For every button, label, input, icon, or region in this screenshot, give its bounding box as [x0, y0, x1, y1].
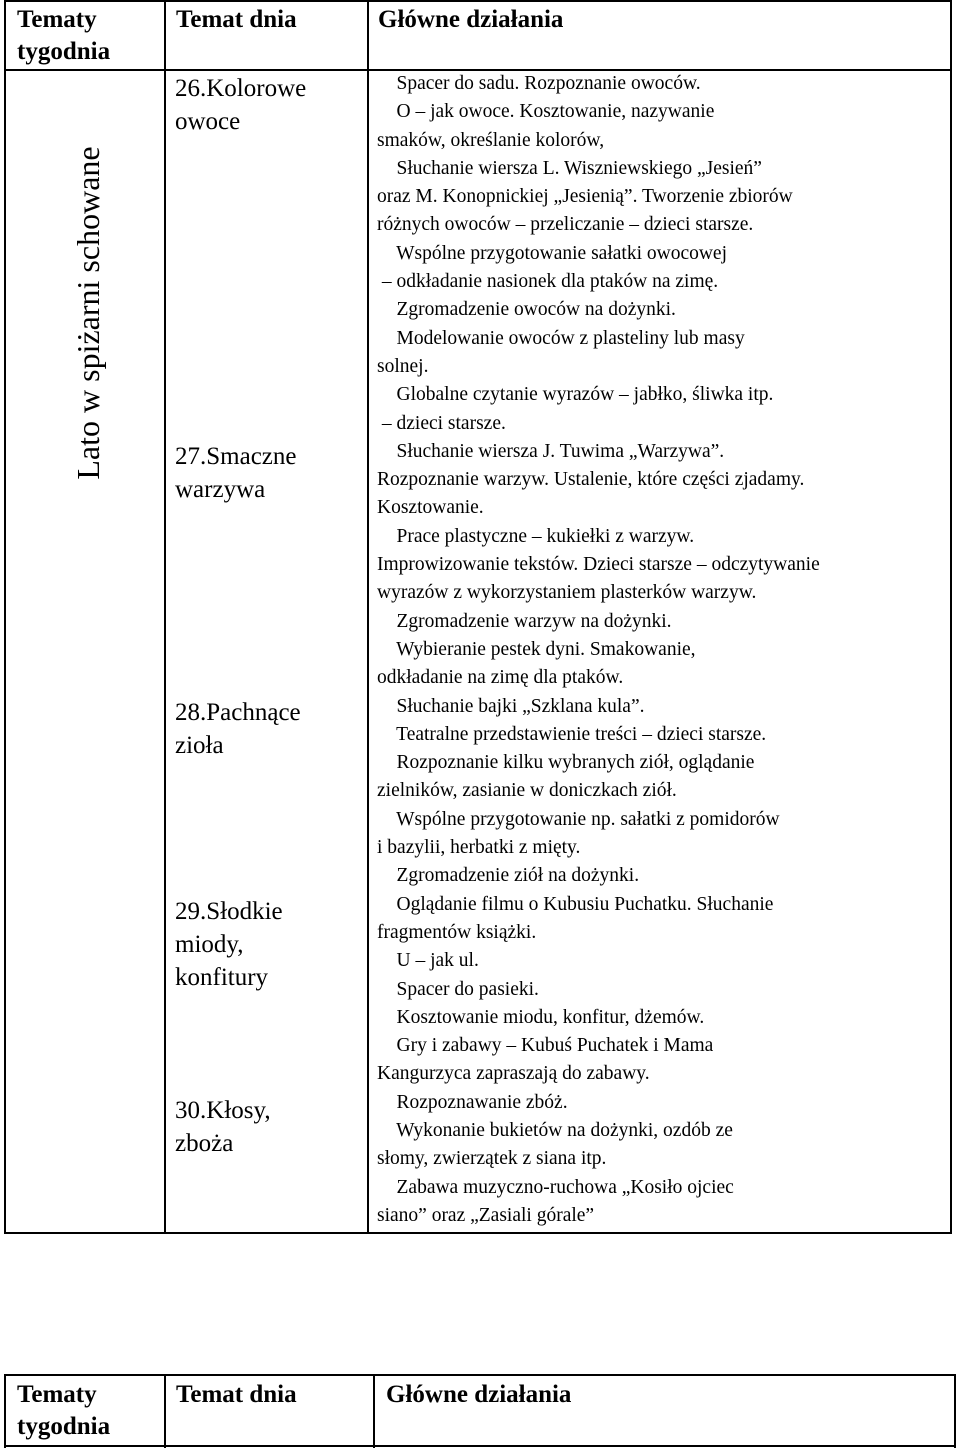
- activity-line: Słuchanie bajki „Szklana kula”.: [377, 695, 645, 717]
- activity-line: Wspólne przygotowanie np. sałatki z pomidorów: [377, 808, 780, 830]
- activity-line: – odkładanie nasionek dla ptaków na zimę.: [377, 271, 719, 293]
- activity-line: – dzieci starsze.: [377, 412, 506, 434]
- activity-line: wyrazów z wykorzystaniem plasterków warzyw.: [377, 582, 757, 604]
- table2-border-right: [954, 1374, 956, 1448]
- day-theme-1-line-1: 26.Kolorowe: [175, 75, 307, 102]
- activity-line: Globalne czytanie wyrazów – jabłko, śliwka itp.: [377, 384, 774, 406]
- activity-line: Zgromadzenie warzyw na dożynki.: [377, 610, 672, 632]
- day-theme-5-line-2: zboża: [175, 1130, 234, 1157]
- day-theme-3-line-1: 28.Pachnące: [175, 699, 301, 726]
- activity-line: słomy, zwierzątek z siana itp.: [377, 1148, 607, 1170]
- activity-line: Kangurzyca zapraszają do zabawy.: [377, 1063, 650, 1085]
- activity-line: siano” oraz „Zasiali górale”: [377, 1204, 595, 1226]
- activity-line: fragmentów książki.: [377, 921, 537, 943]
- activity-line: różnych owoców – przeliczanie – dzieci starsze.: [377, 214, 754, 236]
- activity-line: odkładanie na zimę dla ptaków.: [377, 667, 624, 689]
- table2-header-day-theme: Temat dnia: [176, 1381, 297, 1408]
- table2-header-activities: Główne działania: [386, 1381, 572, 1408]
- activity-line: Teatralne przedstawienie treści – dzieci starsze.: [377, 723, 767, 745]
- activity-line: Rozpoznawanie zbóż.: [377, 1091, 568, 1113]
- activity-line: Rozpoznanie kilku wybranych ziół, oglądanie: [377, 752, 755, 774]
- activity-line: Kosztowanie.: [377, 497, 484, 519]
- day-theme-4-line-1: 29.Słodkie: [175, 898, 283, 925]
- day-theme-2-line-2: warzywa: [175, 476, 266, 503]
- activity-line: Wykonanie bukietów na dożynki, ozdób ze: [377, 1119, 733, 1141]
- activity-line: O – jak owoce. Kosztowanie, nazywanie: [377, 101, 715, 123]
- activity-line: Prace plastyczne – kukiełki z warzyw.: [377, 525, 695, 547]
- day-theme-3-line-2: zioła: [175, 732, 224, 759]
- column-divider-2: [367, 0, 369, 1234]
- activity-line: solnej.: [377, 355, 429, 377]
- table2-header-week-themes: [17, 1379, 110, 1443]
- activity-line: Zgromadzenie ziół na dożynki.: [377, 865, 640, 887]
- table2-header-week-themes-line-2: tygodnia: [17, 1413, 111, 1440]
- activity-line: Improwizowanie tekstów. Dzieci starsze – odczytywanie: [377, 554, 820, 576]
- activities-column: [377, 70, 949, 1230]
- table-border-top: [4, 0, 952, 2]
- day-theme-1-line-2: owoce: [175, 108, 241, 135]
- day-theme-1: [175, 72, 365, 138]
- activity-line: Zabawa muzyczno-ruchowa „Kosiło ojciec: [377, 1176, 734, 1198]
- activity-line: smaków, określanie kolorów,: [377, 129, 605, 151]
- table2-border-left: [4, 1374, 6, 1448]
- activity-line: Rozpoznanie warzyw. Ustalenie, które części zjadamy.: [377, 469, 805, 491]
- activity-line: Wybieranie pestek dyni. Smakowanie,: [377, 638, 696, 660]
- table2-header-divider: [4, 1445, 956, 1447]
- week-theme-text: Lato w spiżarni schowane: [70, 146, 106, 480]
- header-week-themes-line-2: tygodnia: [17, 38, 111, 65]
- activity-line: Kosztowanie miodu, konfitur, dżemów.: [377, 1006, 705, 1028]
- header-day-theme: Temat dnia: [176, 6, 297, 33]
- activity-line: Słuchanie wiersza L. Wiszniewskiego „Jesień”: [377, 157, 762, 179]
- day-theme-4: [175, 895, 365, 994]
- table-border-right: [950, 0, 952, 1234]
- table2-header-week-themes-line-1: Tematy: [17, 1381, 97, 1408]
- activity-line: Zgromadzenie owoców na dożynki.: [377, 299, 676, 321]
- table-border-bottom: [4, 1232, 952, 1234]
- activity-line: Gry i zabawy – Kubuś Puchatek i Mama: [377, 1035, 714, 1057]
- day-theme-2: [175, 440, 365, 506]
- day-theme-2-line-1: 27.Smaczne: [175, 443, 297, 470]
- table2-column-divider-1: [164, 1374, 166, 1448]
- activity-line: Wspólne przygotowanie sałatki owocowej: [377, 242, 728, 264]
- activity-line: oraz M. Konopnickiej „Jesienią”. Tworzenie zbiorów: [377, 186, 793, 208]
- column-divider-1: [164, 0, 166, 1234]
- table2-border-top: [4, 1374, 956, 1376]
- activity-line: Spacer do sadu. Rozpoznanie owoców.: [377, 73, 701, 94]
- activity-line: Oglądanie filmu o Kubusiu Puchatku. Słuchanie: [377, 893, 774, 915]
- table2-column-divider-2: [373, 1374, 375, 1448]
- day-theme-5-line-1: 30.Kłosy,: [175, 1097, 271, 1124]
- activity-line: Modelowanie owoców z plasteliny lub masy: [377, 327, 745, 349]
- day-theme-3: [175, 696, 365, 762]
- header-week-themes-line-1: Tematy: [17, 6, 97, 33]
- activity-line: U – jak ul.: [377, 950, 479, 972]
- day-theme-4-line-2: miody,: [175, 931, 244, 958]
- day-theme-4-line-3: konfitury: [175, 964, 269, 991]
- day-theme-5: [175, 1094, 365, 1160]
- week-theme-cell: [64, 43, 112, 583]
- activity-line: Słuchanie wiersza J. Tuwima „Warzywa”.: [377, 440, 725, 462]
- activity-line: Spacer do pasieki.: [377, 978, 539, 1000]
- activity-line: zielników, zasianie w doniczkach ziół.: [377, 780, 677, 802]
- table-border-left: [4, 0, 6, 1234]
- header-activities: Główne działania: [378, 6, 564, 33]
- activity-line: i bazylii, herbatki z mięty.: [377, 837, 581, 859]
